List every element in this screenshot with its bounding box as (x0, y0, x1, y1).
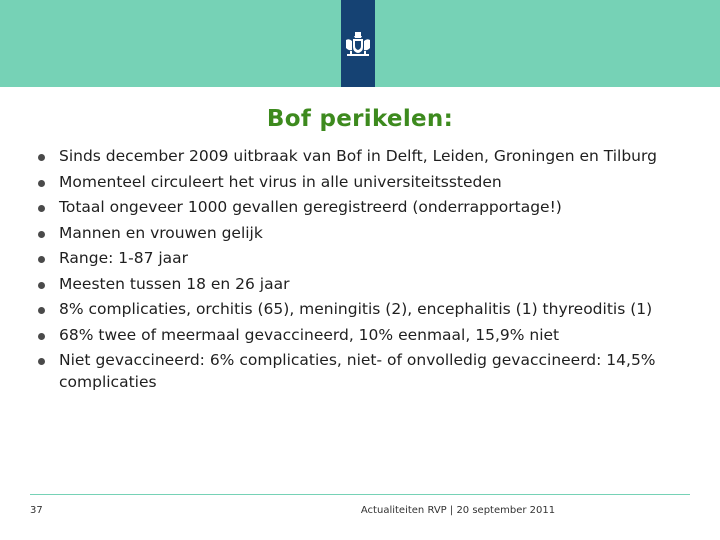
bullet-text: 8% complicaties, orchitis (65), meningitis (2), encephalitis (1) thyreoditis (1) (59, 300, 653, 318)
slide-title: Bof perikelen: (266, 106, 454, 132)
bullet-item (38, 248, 678, 270)
bullet-dot-icon (38, 154, 45, 161)
bullet-dot-icon (38, 231, 45, 238)
bullet-dot-icon (38, 205, 45, 212)
bullet-text: Sinds december 2009 uitbraak van Bof in Delft, Leiden, Groningen en Tilburg (59, 147, 657, 165)
bullet-item (38, 350, 678, 393)
bullet-dot-icon (38, 282, 45, 289)
bullet-item (38, 223, 678, 245)
page-number: 37 (30, 505, 43, 516)
footer-text: Actualiteiten RVP | 20 september 2011 (360, 505, 556, 516)
bullet-item (38, 197, 678, 219)
bullet-dot-icon (38, 180, 45, 187)
bullet-item (38, 172, 678, 194)
bullet-text: Meesten tussen 18 en 26 jaar (59, 274, 290, 293)
bullet-text: Niet gevaccineerd: 6% complicaties, niet- of onvolledig gevaccineerd: 14,5% complicaties (59, 351, 656, 391)
bullet-dot-icon (38, 333, 45, 340)
bullet-item (38, 146, 678, 168)
bullet-list (38, 146, 678, 397)
bullet-text: 68% twee of meermaal gevaccineerd, 10% eenmaal, 15,9% niet (59, 325, 560, 344)
bullet-dot-icon (38, 256, 45, 263)
footer-divider (30, 494, 690, 495)
logo-bar (341, 0, 375, 87)
bullet-item (38, 274, 678, 296)
bullet-dot-icon (38, 358, 45, 365)
bullet-item (38, 325, 678, 347)
header-band (0, 0, 720, 87)
bullet-text: Range: 1-87 jaar (59, 249, 189, 267)
bullet-text: Mannen en vrouwen gelijk (59, 223, 263, 242)
bullet-dot-icon (38, 307, 45, 314)
bullet-text: Momenteel circuleert het virus in alle universiteitssteden (59, 172, 502, 191)
bullet-item (38, 299, 678, 321)
bullet-text: Totaal ongeveer 1000 gevallen geregistreerd (onderrapportage!) (59, 198, 562, 216)
royal-coat-of-arms-icon (343, 30, 373, 60)
